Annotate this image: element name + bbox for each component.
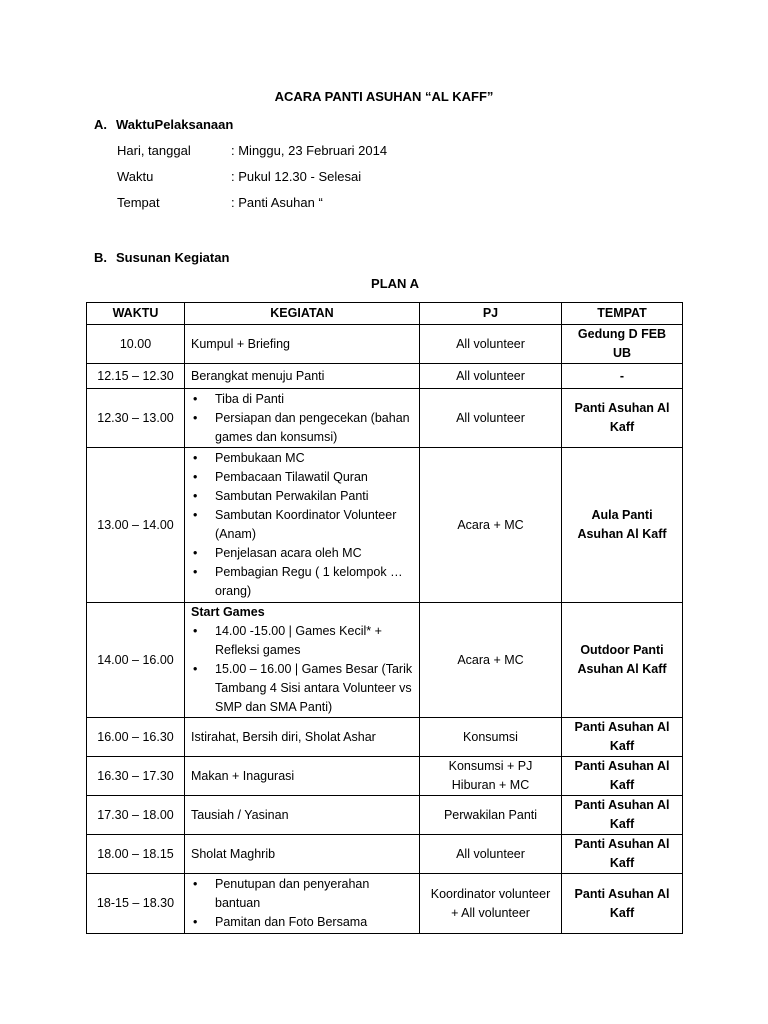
cell-waktu: 16.30 – 17.30 [87,757,185,796]
cell-tempat: Panti Asuhan Al Kaff [562,835,683,874]
cell-tempat: Panti Asuhan Al Kaff [562,874,683,934]
schedule-table [86,302,683,934]
list-item: • 15.00 – 16.00 | Games Besar (Tarik Tambang 4 Sisi antara Volunteer vs SMP dan SMA Panti) [211,660,413,717]
cell-pj: Acara + MC [420,448,562,603]
cell-waktu: 12.15 – 12.30 [87,364,185,389]
activity-list [191,390,413,447]
cell-pj: Perwakilan Panti [420,796,562,835]
info-value-date: : Minggu, 23 Februari 2014 [231,143,388,158]
activity-list [191,449,413,601]
list-item: • Pamitan dan Foto Bersama [211,913,413,932]
info-label-date: Hari, tanggal [117,143,191,158]
cell-kegiatan [185,448,420,603]
table-header-row [87,303,683,325]
cell-pj: Konsumsi + PJ Hiburan + MC [420,757,562,796]
cell-tempat: Panti Asuhan Al Kaff [562,389,683,448]
activity-list [191,622,413,717]
cell-pj: Konsumsi [420,718,562,757]
cell-pj: Koordinator volunteer + All volunteer [420,874,562,934]
table-row [87,757,683,796]
plan-title: PLAN A [371,276,419,291]
cell-pj: All volunteer [420,364,562,389]
list-item: • Sambutan Koordinator Volunteer (Anam) [211,506,413,544]
cell-waktu: 18.00 – 18.15 [87,835,185,874]
cell-tempat: Gedung D FEB UB [562,325,683,364]
cell-kegiatan [185,874,420,934]
section-b-heading [94,250,229,265]
table-row [87,325,683,364]
info-label-time: Waktu [117,169,154,184]
cell-waktu: 16.00 – 16.30 [87,718,185,757]
list-item: • Sambutan Perwakilan Panti [211,487,413,506]
list-item: • Penutupan dan penyerahan bantuan [211,875,413,913]
cell-kegiatan: Kumpul + Briefing [185,325,420,364]
header-pj: PJ [420,303,562,325]
table-row [87,603,683,718]
cell-tempat: Panti Asuhan Al Kaff [562,796,683,835]
info-value-place: : Panti Asuhan “ [231,195,323,210]
cell-pj: All volunteer [420,325,562,364]
list-item: • 14.00 -15.00 | Games Kecil* + Refleksi games [211,622,413,660]
cell-waktu: 14.00 – 16.00 [87,603,185,718]
section-b-letter: B. [94,250,107,265]
header-waktu: WAKTU [87,303,185,325]
cell-waktu: 18-15 – 18.30 [87,874,185,934]
cell-tempat: Aula Panti Asuhan Al Kaff [562,448,683,603]
cell-kegiatan: Makan + Inagurasi [185,757,420,796]
cell-pj: All volunteer [420,389,562,448]
section-a-heading [94,117,233,132]
cell-pj: All volunteer [420,835,562,874]
cell-waktu: 13.00 – 14.00 [87,448,185,603]
info-label-place: Tempat [117,195,160,210]
list-item: • Persiapan dan pengecekan (bahan games dan konsumsi) [211,409,413,447]
table-row [87,718,683,757]
list-item: • Tiba di Panti [211,390,413,409]
table-row [87,796,683,835]
section-a-title: WaktuPelaksanaan [116,117,234,132]
header-kegiatan: KEGIATAN [185,303,420,325]
list-item: • Penjelasan acara oleh MC [211,544,413,563]
cell-waktu: 10.00 [87,325,185,364]
section-a-letter: A. [94,117,107,132]
section-b-title: Susunan Kegiatan [116,250,230,265]
list-item: • Pembacaan Tilawatil Quran [211,468,413,487]
cell-tempat: Panti Asuhan Al Kaff [562,757,683,796]
cell-kegiatan: Tausiah / Yasinan [185,796,420,835]
document-title: ACARA PANTI ASUHAN “AL KAFF” [274,89,494,104]
cell-waktu: 12.30 – 13.00 [87,389,185,448]
cell-kegiatan: Sholat Maghrib [185,835,420,874]
cell-kegiatan: Berangkat menuju Panti [185,364,420,389]
cell-tempat: Panti Asuhan Al Kaff [562,718,683,757]
cell-kegiatan [185,603,420,718]
table-row [87,874,683,934]
list-item: • Pembagian Regu ( 1 kelompok … orang) [211,563,413,601]
list-item: • Pembukaan MC [211,449,413,468]
cell-pj: Acara + MC [420,603,562,718]
games-heading: Start Games [191,605,265,619]
header-tempat: TEMPAT [562,303,683,325]
table-row [87,389,683,448]
cell-kegiatan [185,389,420,448]
cell-kegiatan: Istirahat, Bersih diri, Sholat Ashar [185,718,420,757]
cell-tempat: Outdoor Panti Asuhan Al Kaff [562,603,683,718]
cell-tempat: - [562,364,683,389]
cell-waktu: 17.30 – 18.00 [87,796,185,835]
table-row [87,835,683,874]
info-value-time: : Pukul 12.30 - Selesai [231,169,362,184]
activity-list [191,875,413,932]
table-row [87,364,683,389]
table-row [87,448,683,603]
